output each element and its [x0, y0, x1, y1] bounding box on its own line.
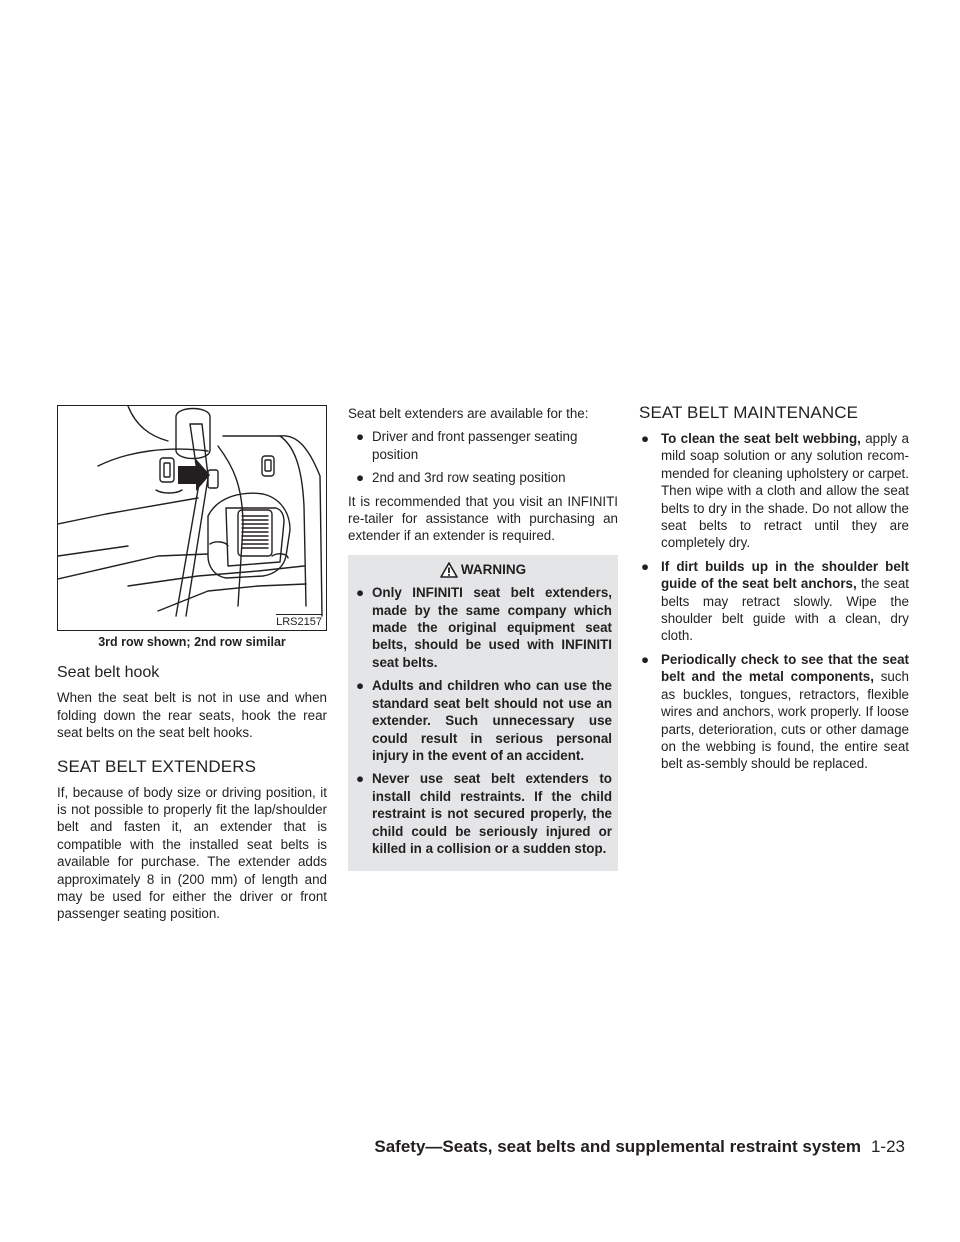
bullet-icon: ● — [356, 678, 365, 694]
page-footer — [0, 1136, 905, 1158]
bullet-icon: ● — [356, 470, 365, 486]
maintenance-heading: SEAT BELT MAINTENANCE — [639, 403, 859, 422]
availability-recommend: It is recommended that you visit an INFINITI re-tailer for assistance with purchasing an extender if an extender is required. — [348, 493, 618, 544]
list-item: ● Only INFINITI seat belt extenders, made by the same company which made the original equipment seat belts, should be used with INFINITI seat belts. — [356, 585, 612, 670]
list-item: ● To clean the seat belt webbing, apply a mild soap solution or any solution recom-mended for cleaning upholstery or carpet. Then wipe with a cloth and allow the seat belts to dry in the shade. Do not allow the seat belts to retract until they are completely dry. — [641, 431, 909, 551]
warning-header — [354, 561, 612, 578]
seat-belt-hook-figure — [57, 405, 327, 631]
list-item: ● If dirt builds up in the shoulder belt guide of the seat belt anchors, the seat belts may retract slowly. Wipe the shoulder belt guide with a clean, dry cloth. — [641, 558, 909, 644]
list-item: ● 2nd and 3rd row seating position — [356, 470, 566, 486]
column-middle — [348, 405, 618, 871]
column-right — [639, 405, 909, 779]
list-item: ● Never use seat belt extenders to install child restraints. If the child restraint is not secured properly, the child could be seriously injured or killed in a collision or a sudden stop. — [356, 771, 612, 856]
seat-belt-hook-heading: Seat belt hook — [57, 664, 160, 682]
availability-list — [348, 428, 618, 486]
figure-id: LRS2157 — [276, 616, 322, 628]
bullet-icon: ● — [641, 558, 650, 574]
maintenance-list — [639, 430, 909, 773]
arrow-right-icon — [178, 459, 210, 491]
warning-title: WARNING — [460, 561, 527, 577]
list-item: ● Adults and children who can use the standard seat belt should not use an extender. Such unnecessary use could result in serious personal injury in the event of an accident. — [356, 678, 612, 763]
extenders-heading: SEAT BELT EXTENDERS — [57, 756, 257, 776]
warning-box — [348, 555, 618, 872]
bullet-icon: ● — [356, 771, 365, 787]
bullet-icon: ● — [641, 431, 650, 446]
warning-list — [354, 584, 612, 857]
footer-title: Safety—Seats, seat belts and supplemental restraint system — [374, 1137, 861, 1156]
availability-intro: Seat belt extenders are available for the: — [348, 406, 589, 421]
bullet-icon: ● — [641, 651, 650, 667]
figure-caption: 3rd row shown; 2nd row similar — [98, 635, 286, 649]
extenders-text: If, because of body size or driving position, it is not possible to properly fit the lap/shoulder belt and fasten it, an extender that is compatible with the installed seat belts is available for purchase. The extender adds approximately 8 in (200 mm) of length and may be used for either the driver or front passenger seating position. — [57, 784, 327, 922]
seat-belt-hook-text: When the seat belt is not in use and when folding down the rear seats, hook the rear seat belts on the seat belt hooks. — [57, 690, 327, 741]
page-number: 1-23 — [870, 1137, 905, 1156]
cargo-area-illustration — [58, 406, 325, 629]
list-item: ● Driver and front passenger seating position — [356, 429, 578, 462]
bullet-icon: ● — [356, 585, 365, 601]
bullet-icon: ● — [356, 429, 365, 445]
warning-triangle-icon — [440, 562, 458, 578]
column-left — [57, 405, 327, 928]
list-item: ● Periodically check to see that the seat belt and the metal components, such as buckles, tongues, retractors, flexible wires and anchors, work properly. If loose parts, deterioration, cuts or other damage on the webbing is found, the entire seat belt as-sembly should be replaced. — [641, 651, 909, 772]
